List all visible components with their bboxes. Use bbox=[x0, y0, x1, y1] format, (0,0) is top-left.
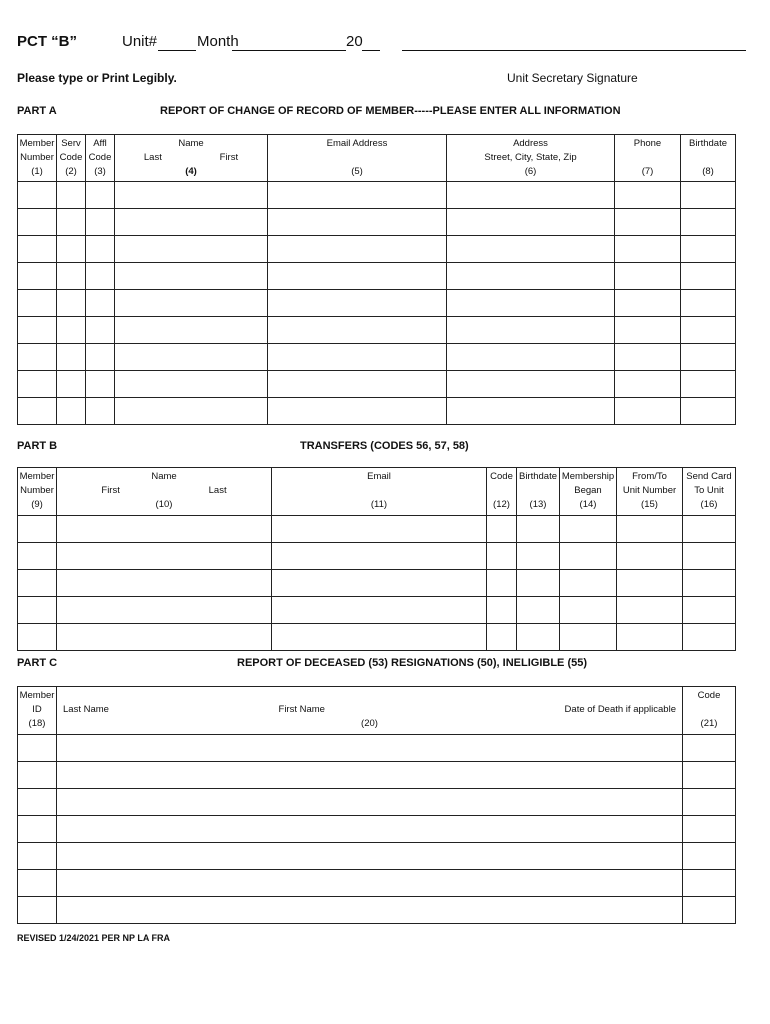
part-a-input-cell[interactable] bbox=[57, 398, 86, 425]
part-a-input-cell[interactable] bbox=[268, 398, 447, 425]
part-c-input-cell[interactable] bbox=[18, 735, 57, 762]
first-name-label: First Name bbox=[278, 704, 325, 715]
part-c-input-cell[interactable] bbox=[57, 735, 683, 762]
part-c-input-cell[interactable] bbox=[57, 897, 683, 924]
part-b-row bbox=[18, 624, 736, 651]
part-b-input-cell[interactable] bbox=[517, 624, 560, 651]
part-a-input-cell[interactable] bbox=[268, 209, 447, 236]
part-a-input-cell[interactable] bbox=[18, 263, 57, 290]
part-a-label: PART A bbox=[17, 105, 57, 117]
part-a-row bbox=[18, 236, 736, 263]
part-b-input-cell[interactable] bbox=[617, 543, 683, 570]
part-a-input-cell[interactable] bbox=[115, 344, 268, 371]
part-a-input-cell[interactable] bbox=[115, 290, 268, 317]
part-a-input-cell[interactable] bbox=[615, 209, 681, 236]
part-a-input-cell[interactable] bbox=[268, 236, 447, 263]
part-c-input-cell[interactable] bbox=[683, 789, 736, 816]
part-b-input-cell[interactable] bbox=[517, 516, 560, 543]
part-b-input-cell[interactable] bbox=[560, 543, 617, 570]
part-c-input-cell[interactable] bbox=[18, 870, 57, 897]
part-a-row bbox=[18, 209, 736, 236]
year-field[interactable] bbox=[362, 50, 380, 51]
part-b-input-cell[interactable] bbox=[487, 624, 517, 651]
part-c-input-cell[interactable] bbox=[57, 789, 683, 816]
part-b-table bbox=[17, 467, 736, 651]
part-c-label: PART C bbox=[17, 657, 58, 669]
part-a-input-cell[interactable] bbox=[615, 182, 681, 209]
part-b-input-cell[interactable] bbox=[272, 624, 487, 651]
part-c-row bbox=[18, 762, 736, 789]
part-a-input-cell[interactable] bbox=[86, 290, 115, 317]
part-a-input-cell[interactable] bbox=[115, 398, 268, 425]
part-c-row bbox=[18, 789, 736, 816]
part-b-heading: TRANSFERS (CODES 56, 57, 58) bbox=[300, 440, 469, 452]
part-a-input-cell[interactable] bbox=[18, 290, 57, 317]
part-a-row bbox=[18, 182, 736, 209]
part-a-row bbox=[18, 344, 736, 371]
part-a-input-cell[interactable] bbox=[447, 398, 615, 425]
part-c-input-cell[interactable] bbox=[57, 843, 683, 870]
part-a-input-cell[interactable] bbox=[615, 290, 681, 317]
part-a-input-cell[interactable] bbox=[57, 236, 86, 263]
part-b-input-cell[interactable] bbox=[272, 516, 487, 543]
part-a-input-cell[interactable] bbox=[86, 317, 115, 344]
part-b-input-cell[interactable] bbox=[272, 543, 487, 570]
part-a-input-cell[interactable] bbox=[681, 263, 736, 290]
part-c-input-cell[interactable] bbox=[18, 789, 57, 816]
part-b-input-cell[interactable] bbox=[517, 570, 560, 597]
part-a-input-cell[interactable] bbox=[18, 344, 57, 371]
part-c-row bbox=[18, 843, 736, 870]
part-a-table bbox=[17, 134, 736, 425]
part-c-table bbox=[17, 686, 736, 924]
part-a-input-cell[interactable] bbox=[57, 371, 86, 398]
part-a-input-cell[interactable] bbox=[681, 182, 736, 209]
part-c-input-cell[interactable] bbox=[18, 843, 57, 870]
part-a-input-cell[interactable] bbox=[86, 371, 115, 398]
form-title: PCT “B” bbox=[17, 33, 77, 50]
part-a-input-cell[interactable] bbox=[268, 182, 447, 209]
part-a-input-cell[interactable] bbox=[268, 344, 447, 371]
part-c-input-cell[interactable] bbox=[683, 843, 736, 870]
part-c-input-cell[interactable] bbox=[683, 762, 736, 789]
part-c-input-cell[interactable] bbox=[683, 816, 736, 843]
revision-note: REVISED 1/24/2021 PER NP LA FRA bbox=[17, 933, 171, 943]
part-b-input-cell[interactable] bbox=[18, 516, 57, 543]
part-b-input-cell[interactable] bbox=[18, 543, 57, 570]
part-b-row bbox=[18, 570, 736, 597]
part-a-input-cell[interactable] bbox=[681, 398, 736, 425]
part-a-input-cell[interactable] bbox=[615, 398, 681, 425]
part-c-heading: REPORT OF DECEASED (53) RESIGNATIONS (50), INELIGIBLE (55) bbox=[237, 657, 588, 669]
col-birthdate: Birthdate (8) bbox=[681, 135, 736, 182]
part-a-input-cell[interactable] bbox=[447, 344, 615, 371]
part-a-input-cell[interactable] bbox=[115, 317, 268, 344]
date-of-death-label: Date of Death if applicable bbox=[564, 704, 676, 715]
part-a-input-cell[interactable] bbox=[86, 263, 115, 290]
part-b-input-cell[interactable] bbox=[560, 570, 617, 597]
part-a-input-cell[interactable] bbox=[57, 344, 86, 371]
part-a-input-cell[interactable] bbox=[268, 371, 447, 398]
part-c-row bbox=[18, 735, 736, 762]
part-a-input-cell[interactable] bbox=[115, 209, 268, 236]
part-c-input-cell[interactable] bbox=[57, 816, 683, 843]
part-b-input-cell[interactable] bbox=[683, 570, 736, 597]
part-a-input-cell[interactable] bbox=[18, 236, 57, 263]
instruction-text: Please type or Print Legibly. bbox=[17, 71, 177, 85]
part-a-input-cell[interactable] bbox=[615, 371, 681, 398]
part-a-input-cell[interactable] bbox=[86, 236, 115, 263]
year-label: 20 bbox=[346, 33, 363, 50]
col-member-number: Member Number (1) bbox=[18, 135, 57, 182]
part-b-input-cell[interactable] bbox=[683, 597, 736, 624]
part-a-input-cell[interactable] bbox=[57, 290, 86, 317]
part-b-input-cell[interactable] bbox=[57, 597, 272, 624]
col-serv-code: Serv Code (2) bbox=[57, 135, 86, 182]
month-field[interactable] bbox=[232, 50, 346, 51]
part-a-input-cell[interactable] bbox=[681, 209, 736, 236]
part-a-input-cell[interactable] bbox=[615, 317, 681, 344]
part-c-input-cell[interactable] bbox=[18, 816, 57, 843]
part-a-input-cell[interactable] bbox=[681, 317, 736, 344]
part-b-input-cell[interactable] bbox=[487, 516, 517, 543]
signature-label: Unit Secretary Signature bbox=[507, 71, 638, 85]
part-a-input-cell[interactable] bbox=[86, 209, 115, 236]
part-c-row bbox=[18, 897, 736, 924]
part-b-input-cell[interactable] bbox=[57, 570, 272, 597]
part-a-input-cell[interactable] bbox=[447, 317, 615, 344]
part-a-input-cell[interactable] bbox=[447, 182, 615, 209]
col-member-number: Member Number (9) bbox=[18, 468, 57, 516]
part-b-input-cell[interactable] bbox=[57, 516, 272, 543]
part-b-input-cell[interactable] bbox=[487, 597, 517, 624]
part-b-input-cell[interactable] bbox=[487, 570, 517, 597]
part-b-header-row bbox=[18, 468, 736, 516]
part-a-input-cell[interactable] bbox=[57, 209, 86, 236]
col-address: Address Street, City, State, Zip (6) bbox=[447, 135, 615, 182]
part-b-input-cell[interactable] bbox=[272, 570, 487, 597]
part-b-input-cell[interactable] bbox=[517, 543, 560, 570]
part-b-input-cell[interactable] bbox=[560, 597, 617, 624]
part-a-input-cell[interactable] bbox=[615, 263, 681, 290]
unit-field[interactable] bbox=[158, 50, 196, 51]
part-a-input-cell[interactable] bbox=[447, 290, 615, 317]
part-b-row bbox=[18, 543, 736, 570]
col-membership-began: Membership Began (14) bbox=[560, 468, 617, 516]
part-b-input-cell[interactable] bbox=[683, 624, 736, 651]
part-a-input-cell[interactable] bbox=[115, 236, 268, 263]
part-a-input-cell[interactable] bbox=[268, 290, 447, 317]
part-b-input-cell[interactable] bbox=[560, 516, 617, 543]
part-a-input-cell[interactable] bbox=[18, 317, 57, 344]
part-a-input-cell[interactable] bbox=[447, 236, 615, 263]
part-a-input-cell[interactable] bbox=[18, 371, 57, 398]
part-a-heading: REPORT OF CHANGE OF RECORD OF MEMBER-----PLEASE ENTER ALL INFORMATION bbox=[160, 105, 621, 117]
part-a-row bbox=[18, 263, 736, 290]
col-phone: Phone (7) bbox=[615, 135, 681, 182]
last-name-label: Last Name bbox=[63, 704, 109, 715]
part-a-input-cell[interactable] bbox=[681, 344, 736, 371]
part-a-row bbox=[18, 371, 736, 398]
col-affl-code: Affl Code (3) bbox=[86, 135, 115, 182]
part-a-input-cell[interactable] bbox=[57, 317, 86, 344]
part-b-input-cell[interactable] bbox=[57, 624, 272, 651]
part-b-input-cell[interactable] bbox=[683, 516, 736, 543]
part-c-input-cell[interactable] bbox=[18, 762, 57, 789]
part-a-input-cell[interactable] bbox=[681, 236, 736, 263]
col-email: Email (11) bbox=[272, 468, 487, 516]
part-a-row bbox=[18, 398, 736, 425]
part-a-input-cell[interactable] bbox=[86, 182, 115, 209]
col-code: Code (21) bbox=[683, 687, 736, 735]
part-b-input-cell[interactable] bbox=[18, 570, 57, 597]
part-c-input-cell[interactable] bbox=[683, 897, 736, 924]
part-b-input-cell[interactable] bbox=[617, 570, 683, 597]
part-b-row bbox=[18, 597, 736, 624]
part-a-input-cell[interactable] bbox=[57, 263, 86, 290]
part-a-input-cell[interactable] bbox=[115, 182, 268, 209]
part-a-input-cell[interactable] bbox=[268, 263, 447, 290]
part-a-input-cell[interactable] bbox=[447, 263, 615, 290]
col-birthdate: Birthdate (13) bbox=[517, 468, 560, 516]
part-b-label: PART B bbox=[17, 440, 58, 452]
part-a-input-cell[interactable] bbox=[447, 371, 615, 398]
part-a-input-cell[interactable] bbox=[57, 182, 86, 209]
col-from-to-unit: From/To Unit Number (15) bbox=[617, 468, 683, 516]
part-a-input-cell[interactable] bbox=[86, 344, 115, 371]
part-a-input-cell[interactable] bbox=[18, 398, 57, 425]
part-b-input-cell[interactable] bbox=[617, 624, 683, 651]
part-a-input-cell[interactable] bbox=[115, 263, 268, 290]
unit-label: Unit# bbox=[122, 33, 158, 50]
part-a-input-cell[interactable] bbox=[447, 209, 615, 236]
part-b-input-cell[interactable] bbox=[57, 543, 272, 570]
part-b-input-cell[interactable] bbox=[18, 624, 57, 651]
part-b-input-cell[interactable] bbox=[617, 597, 683, 624]
part-a-input-cell[interactable] bbox=[681, 371, 736, 398]
part-c-header-row bbox=[18, 687, 736, 735]
part-b-input-cell[interactable] bbox=[272, 597, 487, 624]
part-a-input-cell[interactable] bbox=[615, 344, 681, 371]
col-email-address: Email Address (5) bbox=[268, 135, 447, 182]
part-a-input-cell[interactable] bbox=[268, 317, 447, 344]
part-b-input-cell[interactable] bbox=[487, 543, 517, 570]
part-b-input-cell[interactable] bbox=[517, 597, 560, 624]
part-a-input-cell[interactable] bbox=[18, 209, 57, 236]
part-a-input-cell[interactable] bbox=[18, 182, 57, 209]
part-b-input-cell[interactable] bbox=[683, 543, 736, 570]
part-b-input-cell[interactable] bbox=[617, 516, 683, 543]
part-a-input-cell[interactable] bbox=[86, 398, 115, 425]
col-member-id: Member ID (18) bbox=[18, 687, 57, 735]
part-a-input-cell[interactable] bbox=[615, 236, 681, 263]
col-name: Name Last First (4) bbox=[115, 135, 268, 182]
part-c-input-cell[interactable] bbox=[18, 897, 57, 924]
part-b-row bbox=[18, 516, 736, 543]
part-a-input-cell[interactable] bbox=[115, 371, 268, 398]
col-send-card: Send Card To Unit (16) bbox=[683, 468, 736, 516]
part-c-input-cell[interactable] bbox=[683, 735, 736, 762]
part-c-row bbox=[18, 870, 736, 897]
part-b-input-cell[interactable] bbox=[18, 597, 57, 624]
part-c-row bbox=[18, 816, 736, 843]
part-c-input-cell[interactable] bbox=[57, 870, 683, 897]
month-label: Month bbox=[197, 33, 239, 50]
part-a-input-cell[interactable] bbox=[681, 290, 736, 317]
part-a-row bbox=[18, 290, 736, 317]
col-code: Code (12) bbox=[487, 468, 517, 516]
part-a-header-row bbox=[18, 135, 736, 182]
part-c-input-cell[interactable] bbox=[683, 870, 736, 897]
part-b-input-cell[interactable] bbox=[560, 624, 617, 651]
col-name: Name First Last (10) bbox=[57, 468, 272, 516]
col-names-date: Last Name First Name Date of Death if applicable (20) bbox=[57, 687, 683, 735]
part-a-row bbox=[18, 317, 736, 344]
part-c-input-cell[interactable] bbox=[57, 762, 683, 789]
signature-line[interactable] bbox=[402, 50, 746, 51]
